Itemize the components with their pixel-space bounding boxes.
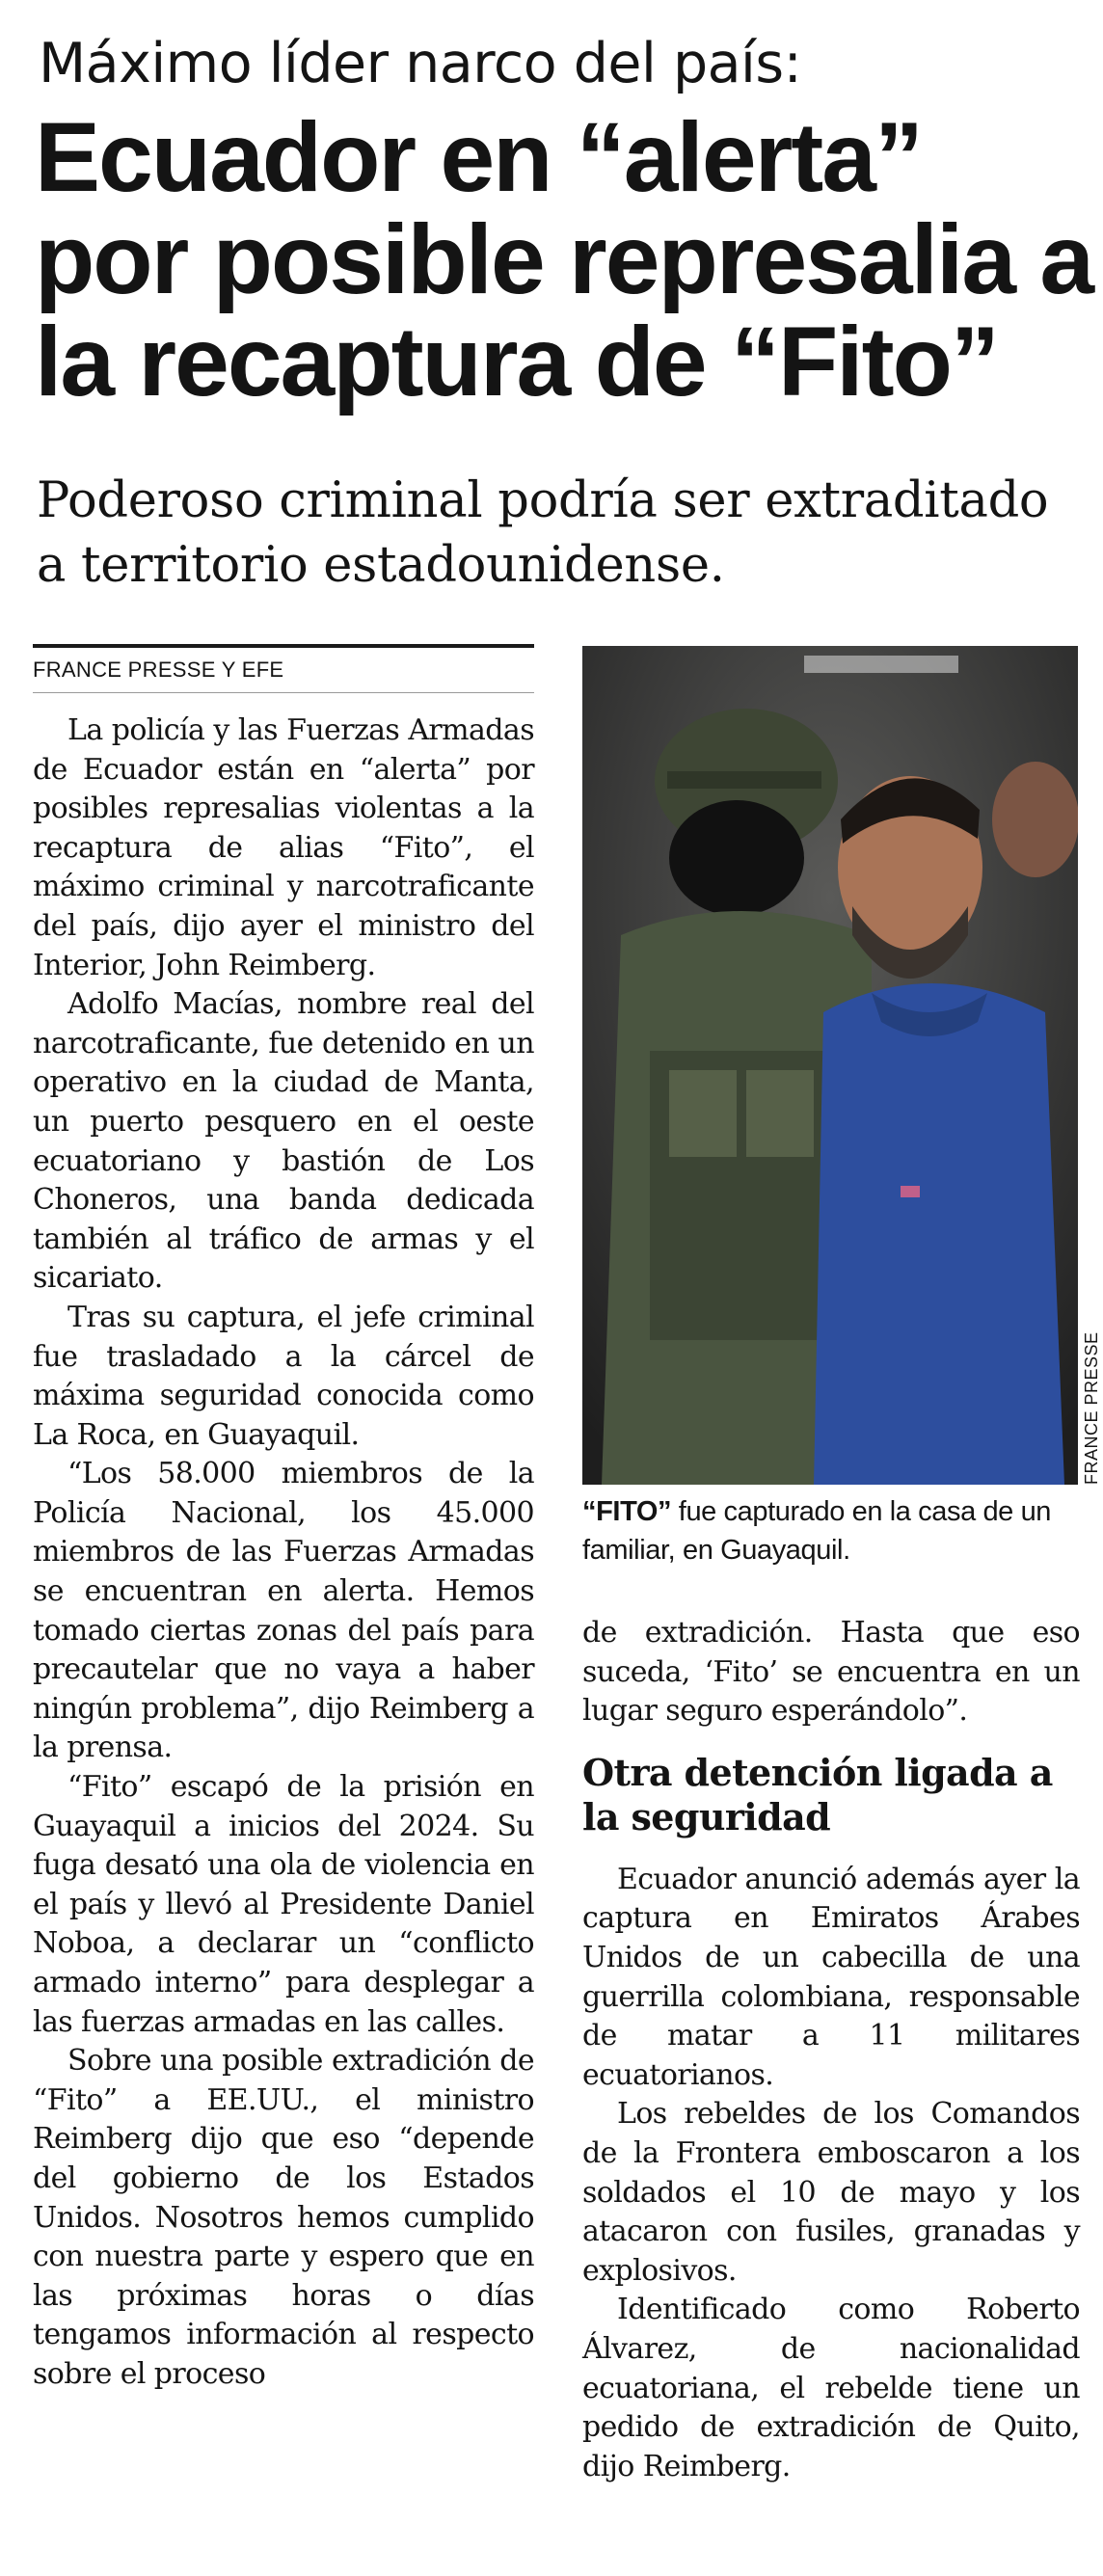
body-paragraph-continued: de extradición. Hasta que eso suceda, ‘Fito’ se encuentra en un lugar seguro esperándolo”. <box>582 1616 1080 1729</box>
body-paragraph: Adolfo Macías, nombre real del narcotraficante, fue detenido en un operativo en la ciudad de Manta, un puerto pesquero en el oeste ecuatoriano y bastión de Los Choneros, una banda dedicada también al tráfico de armas y el sicariato. <box>33 987 534 1296</box>
headline-line: por posible represalia a <box>35 204 1093 314</box>
body-paragraph: Sobre una posible extradición de “Fito” a EE.UU., el ministro Reimberg dijo que eso “depende del gobierno de los Estados Unidos. Nosotros hemos cumplido con nuestra parte y espero que en las próximas horas o días tengamos información al respecto sobre el proceso <box>33 2044 534 2391</box>
body-paragraph: “Fito” escapó de la prisión en Guayaquil a inicios del 2024. Su fuga desató una ola de violencia en el país y llevó al Presidente Daniel Noboa, a declarar un “conflicto armado interno” para desplegar a las fuerzas armadas en las calles. <box>33 1770 534 2039</box>
byline-rule <box>33 644 534 648</box>
body-paragraph: La policía y las Fuerzas Armadas de Ecuador están en “alerta” por posibles represalias violentas a la recaptura de alias “Fito”, el máximo criminal y narcotraficante del país, dijo ayer el ministro del Interior, John Reimberg. <box>33 713 534 982</box>
headline-line: la recaptura de “Fito” <box>35 307 998 416</box>
headline-line: Ecuador en “alerta” <box>35 102 922 212</box>
news-photo <box>582 646 1078 1485</box>
body-paragraph: Identificado como Roberto Álvarez, de nacionalidad ecuatoriana, el rebelde tiene un pedido de extradición de Quito, dijo Reimberg. <box>582 2293 1080 2483</box>
deck <box>37 469 1088 598</box>
right-column <box>582 1614 1080 2486</box>
byline: FRANCE PRESSE Y EFE <box>33 656 534 693</box>
photo-illustration <box>582 646 1078 1485</box>
body-paragraph: “Los 58.000 miembros de la Policía Nacional, los 45.000 miembros de las Fuerzas Armadas se encuentran en alerta. Hemos tomado ciertas zonas del país para precautelar que no vaya a haber ningún problema”, dijo Reimberg a la prensa. <box>33 1457 534 1765</box>
caption-bold: “FITO” <box>582 1496 672 1527</box>
subhead: Otra detención ligada a la seguridad <box>582 1750 1053 1838</box>
left-column <box>33 711 534 2395</box>
deck-line: Poderoso criminal podría ser extraditado <box>37 472 1049 529</box>
body-paragraph: Tras su captura, el jefe criminal fue trasladado a la cárcel de máxima seguridad conocida como La Roca, en Guayaquil. <box>33 1300 534 1452</box>
photo-caption <box>582 1492 1084 1570</box>
photo-credit: FRANCE PRESSE <box>1082 1331 1101 1485</box>
body-paragraph: Los rebeldes de los Comandos de la Frontera emboscaron a los soldados el 10 de mayo y los atacaron con fusiles, granadas y explosivos. <box>582 2097 1080 2288</box>
kicker: Máximo líder narco del país: <box>39 32 802 95</box>
deck-line: a territorio estadounidense. <box>37 537 725 594</box>
body-paragraph: Ecuador anunció además ayer la captura en Emiratos Árabes Unidos de un cabecilla de una guerrilla colombiana, responsable de matar a 11 militares ecuatorianos. <box>582 1862 1080 2092</box>
caption-text: fue capturado en la casa de un familiar, en Guayaquil. <box>582 1496 1052 1566</box>
headline <box>35 102 1093 416</box>
